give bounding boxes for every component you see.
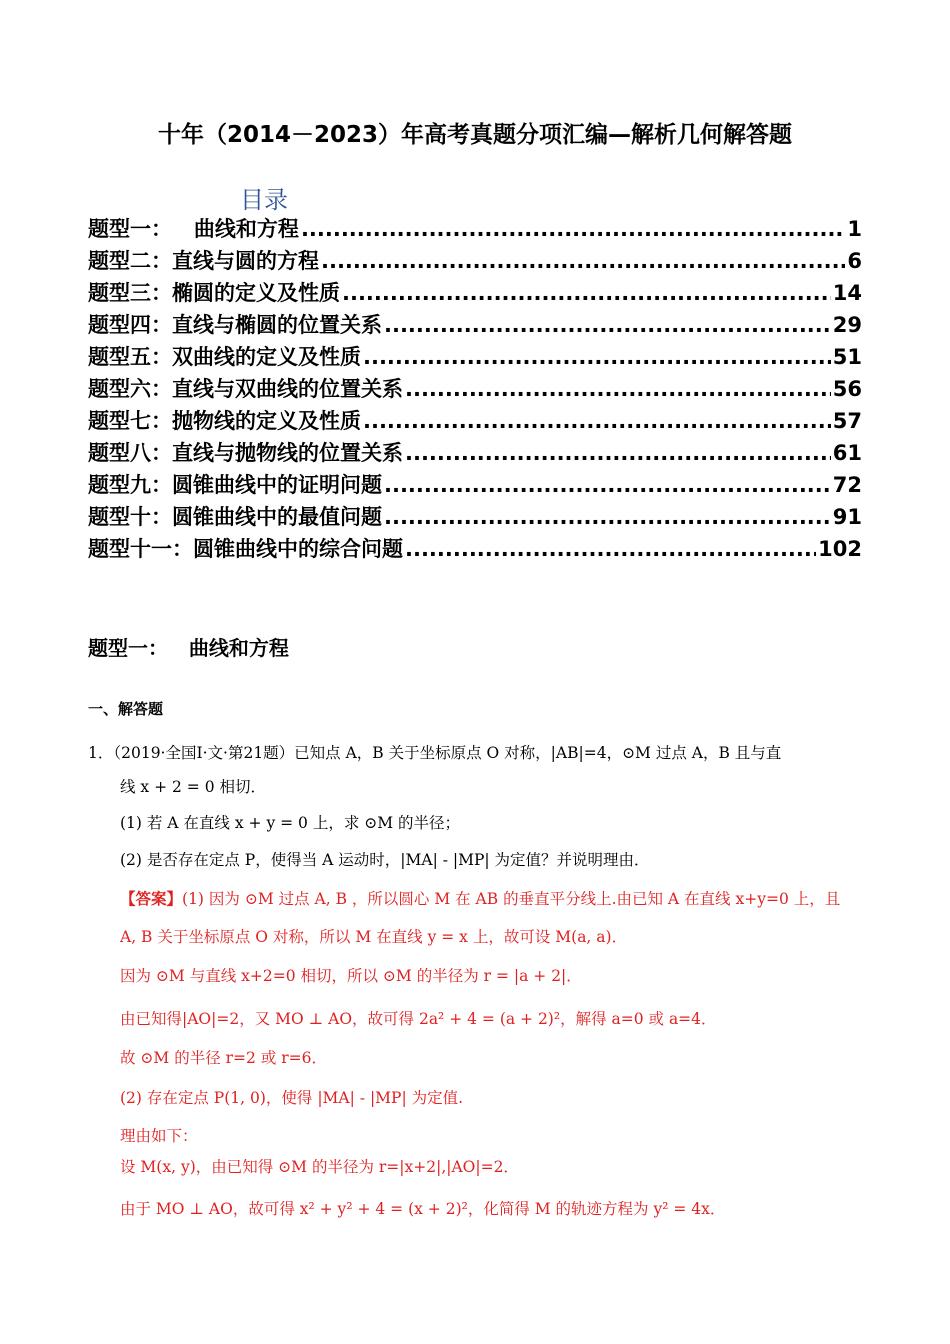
toc-item-label: 题型一： 曲线和方程 bbox=[88, 217, 299, 241]
problem-statement-line-1: 1．（2019·全国Ⅰ·文·第21题）已知点 A，B 关于坐标原点 O 对称，|AB|=4，⊙M 过点 A，B 且与直 bbox=[88, 744, 782, 762]
toc-heading: 目录 bbox=[240, 186, 288, 214]
toc-item-label: 题型三：椭圆的定义及性质 bbox=[88, 281, 340, 305]
toc-item-page: 57 bbox=[832, 409, 862, 433]
section-heading: 题型一： 曲线和方程 bbox=[88, 636, 289, 660]
answer-line-9: 由于 MO ⊥ AO，故可得 x² + y² + 4 = (x + 2)²，化简得 M 的轨迹方程为 y² = 4x． bbox=[120, 1200, 726, 1218]
toc-item-page: 61 bbox=[832, 441, 862, 465]
toc-item-label: 题型四：直线与椭圆的位置关系 bbox=[88, 313, 382, 337]
answer-line-7: 理由如下： bbox=[120, 1127, 198, 1145]
answer-line-4: 由已知得|AO|=2，又 MO ⊥ AO，故可得 2a² + 4 = (a + 2)²，解得 a=0 或 a=4． bbox=[120, 1010, 717, 1028]
toc-leader bbox=[384, 505, 831, 529]
toc-item-page: 6 bbox=[847, 249, 862, 273]
table-of-contents bbox=[88, 213, 862, 565]
toc-item-page: 1 bbox=[847, 217, 862, 241]
toc-item[interactable] bbox=[88, 277, 862, 309]
toc-item-page: 56 bbox=[832, 377, 862, 401]
toc-leader bbox=[342, 281, 831, 305]
toc-leader bbox=[301, 217, 845, 241]
toc-item-page: 91 bbox=[832, 505, 862, 529]
toc-item[interactable] bbox=[88, 469, 862, 501]
toc-item-label: 题型七：抛物线的定义及性质 bbox=[88, 409, 361, 433]
problem-statement-line-2: 线 x + 2 = 0 相切． bbox=[120, 778, 267, 796]
answer-label: 【答案】 bbox=[120, 889, 183, 908]
toc-item-label: 题型九：圆锥曲线中的证明问题 bbox=[88, 473, 382, 497]
answer-line-8: 设 M(x, y)，由已知得 ⊙M 的半径为 r=|x+2|,|AO|=2． bbox=[120, 1158, 519, 1176]
toc-leader bbox=[384, 313, 831, 337]
toc-leader bbox=[405, 441, 831, 465]
toc-item-label: 题型十：圆锥曲线中的最值问题 bbox=[88, 505, 382, 529]
page-title: 十年（2014－2023）年高考真题分项汇编—解析几何解答题 bbox=[157, 122, 793, 148]
toc-item[interactable] bbox=[88, 533, 862, 565]
toc-leader bbox=[363, 409, 831, 433]
subsection-heading: 一、解答题 bbox=[88, 700, 164, 718]
toc-item-page: 29 bbox=[832, 313, 862, 337]
toc-item-page: 14 bbox=[832, 281, 862, 305]
toc-leader bbox=[384, 473, 831, 497]
toc-item[interactable] bbox=[88, 373, 862, 405]
toc-leader bbox=[405, 377, 831, 401]
toc-item[interactable] bbox=[88, 213, 862, 245]
toc-item-label: 题型六：直线与双曲线的位置关系 bbox=[88, 377, 403, 401]
toc-item[interactable] bbox=[88, 437, 862, 469]
answer-line-6: (2) 存在定点 P(1, 0)，使得 |MA| - |MP| 为定值. bbox=[120, 1089, 464, 1107]
toc-item[interactable] bbox=[88, 501, 862, 533]
problem-part-1: (1) 若 A 在直线 x + y = 0 上，求 ⊙M 的半径； bbox=[120, 814, 461, 832]
toc-leader bbox=[321, 249, 845, 273]
toc-item-page: 72 bbox=[832, 473, 862, 497]
toc-item-label: 题型五：双曲线的定义及性质 bbox=[88, 345, 361, 369]
toc-item[interactable] bbox=[88, 405, 862, 437]
toc-leader bbox=[405, 537, 816, 561]
answer-line-2: A, B 关于坐标原点 O 对称，所以 M 在直线 y = x 上，故可设 M(a, a)． bbox=[120, 928, 628, 946]
answer-line-1 bbox=[120, 887, 840, 909]
toc-item-page: 51 bbox=[832, 345, 862, 369]
toc-item-label: 题型八：直线与抛物线的位置关系 bbox=[88, 441, 403, 465]
toc-item[interactable] bbox=[88, 341, 862, 373]
toc-item-label: 题型十一：圆锥曲线中的综合问题 bbox=[88, 537, 403, 561]
problem-part-2: (2) 是否存在定点 P，使得当 A 运动时，|MA| - |MP| 为定值？并说明理由． bbox=[120, 851, 650, 869]
answer-line-3: 因为 ⊙M 与直线 x+2=0 相切，所以 ⊙M 的半径为 r = |a + 2|． bbox=[120, 967, 582, 985]
toc-item-page: 102 bbox=[818, 537, 862, 561]
answer-text: (1) 因为 ⊙M 过点 A, B ，所以圆心 M 在 AB 的垂直平分线上.由已知 A 在直线 x+y=0 上，且 bbox=[182, 890, 841, 908]
answer-line-5: 故 ⊙M 的半径 r=2 或 r=6． bbox=[120, 1049, 328, 1067]
toc-leader bbox=[363, 345, 831, 369]
toc-item[interactable] bbox=[88, 245, 862, 277]
toc-item[interactable] bbox=[88, 309, 862, 341]
toc-item-label: 题型二：直线与圆的方程 bbox=[88, 249, 319, 273]
